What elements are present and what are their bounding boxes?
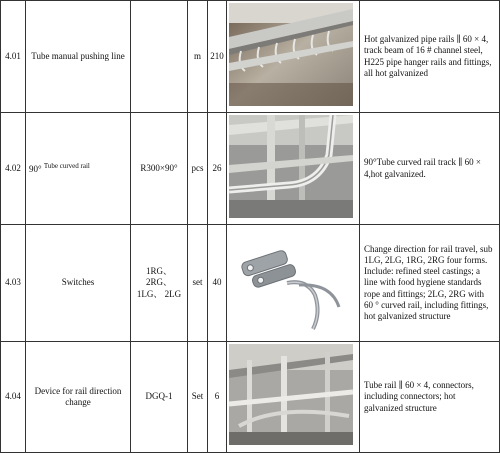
item-description: 90°Tube curved rail track ∥ 60 × 4,hot galvanized. [360, 113, 500, 225]
item-picture-cell [227, 225, 360, 342]
table-row [1, 113, 500, 225]
item-name-prefix: 90° [29, 163, 42, 174]
item-picture-cell [227, 342, 360, 453]
curved-rail-photo-icon [229, 115, 353, 222]
item-name: Switches [26, 225, 131, 342]
table-row [1, 1, 500, 113]
table-row [1, 342, 500, 453]
item-model [131, 1, 188, 113]
item-unit: Set [188, 342, 208, 453]
item-name: Tube manual pushing line [26, 1, 131, 113]
item-name-cell [26, 113, 131, 225]
item-picture-cell [227, 1, 360, 113]
item-quantity: 210 [208, 1, 227, 113]
item-description: Hot galvanized pipe rails ∥ 60 × 4, track beam of 16 # channel steel, H225 pipe hanger rails and fittings, all hot galvanized [360, 1, 500, 113]
item-unit: set [188, 225, 208, 342]
item-model: 1RG、2RG、 1LG、 2LG [131, 225, 188, 342]
item-picture-cell [227, 113, 360, 225]
item-name: Tube curved rail [43, 161, 90, 170]
item-unit: pcs [188, 113, 208, 225]
item-number: 4.03 [1, 225, 26, 342]
item-description: Change direction for rail travel, sub 1LG, 2LG, 1RG, 2RG four forms. Include: refined steel castings; a line with food hygiene standards rope and fittings; 2LG, 2RG with 60 ° curved rail, including fittings, hot galvanized structure [360, 225, 500, 342]
item-number: 4.01 [1, 1, 26, 113]
item-model: R300×90° [131, 113, 188, 225]
item-model: DGQ-1 [131, 342, 188, 453]
table-row [1, 225, 500, 342]
item-quantity: 40 [208, 225, 227, 342]
item-number: 4.04 [1, 342, 26, 453]
item-quantity: 6 [208, 342, 227, 453]
rail-switch-casting-photo-icon [229, 227, 353, 339]
galvanized-rail-hangers-photo-icon [229, 3, 353, 110]
item-number: 4.02 [1, 113, 26, 225]
item-name: Device for rail direction change [26, 342, 131, 453]
item-quantity: 26 [208, 113, 227, 225]
rail-direction-device-photo-icon [229, 344, 353, 450]
item-unit: m [188, 1, 208, 113]
item-description: Tube rail ∥ 60 × 4, connectors, including connectors; hot galvanized structure [360, 342, 500, 453]
